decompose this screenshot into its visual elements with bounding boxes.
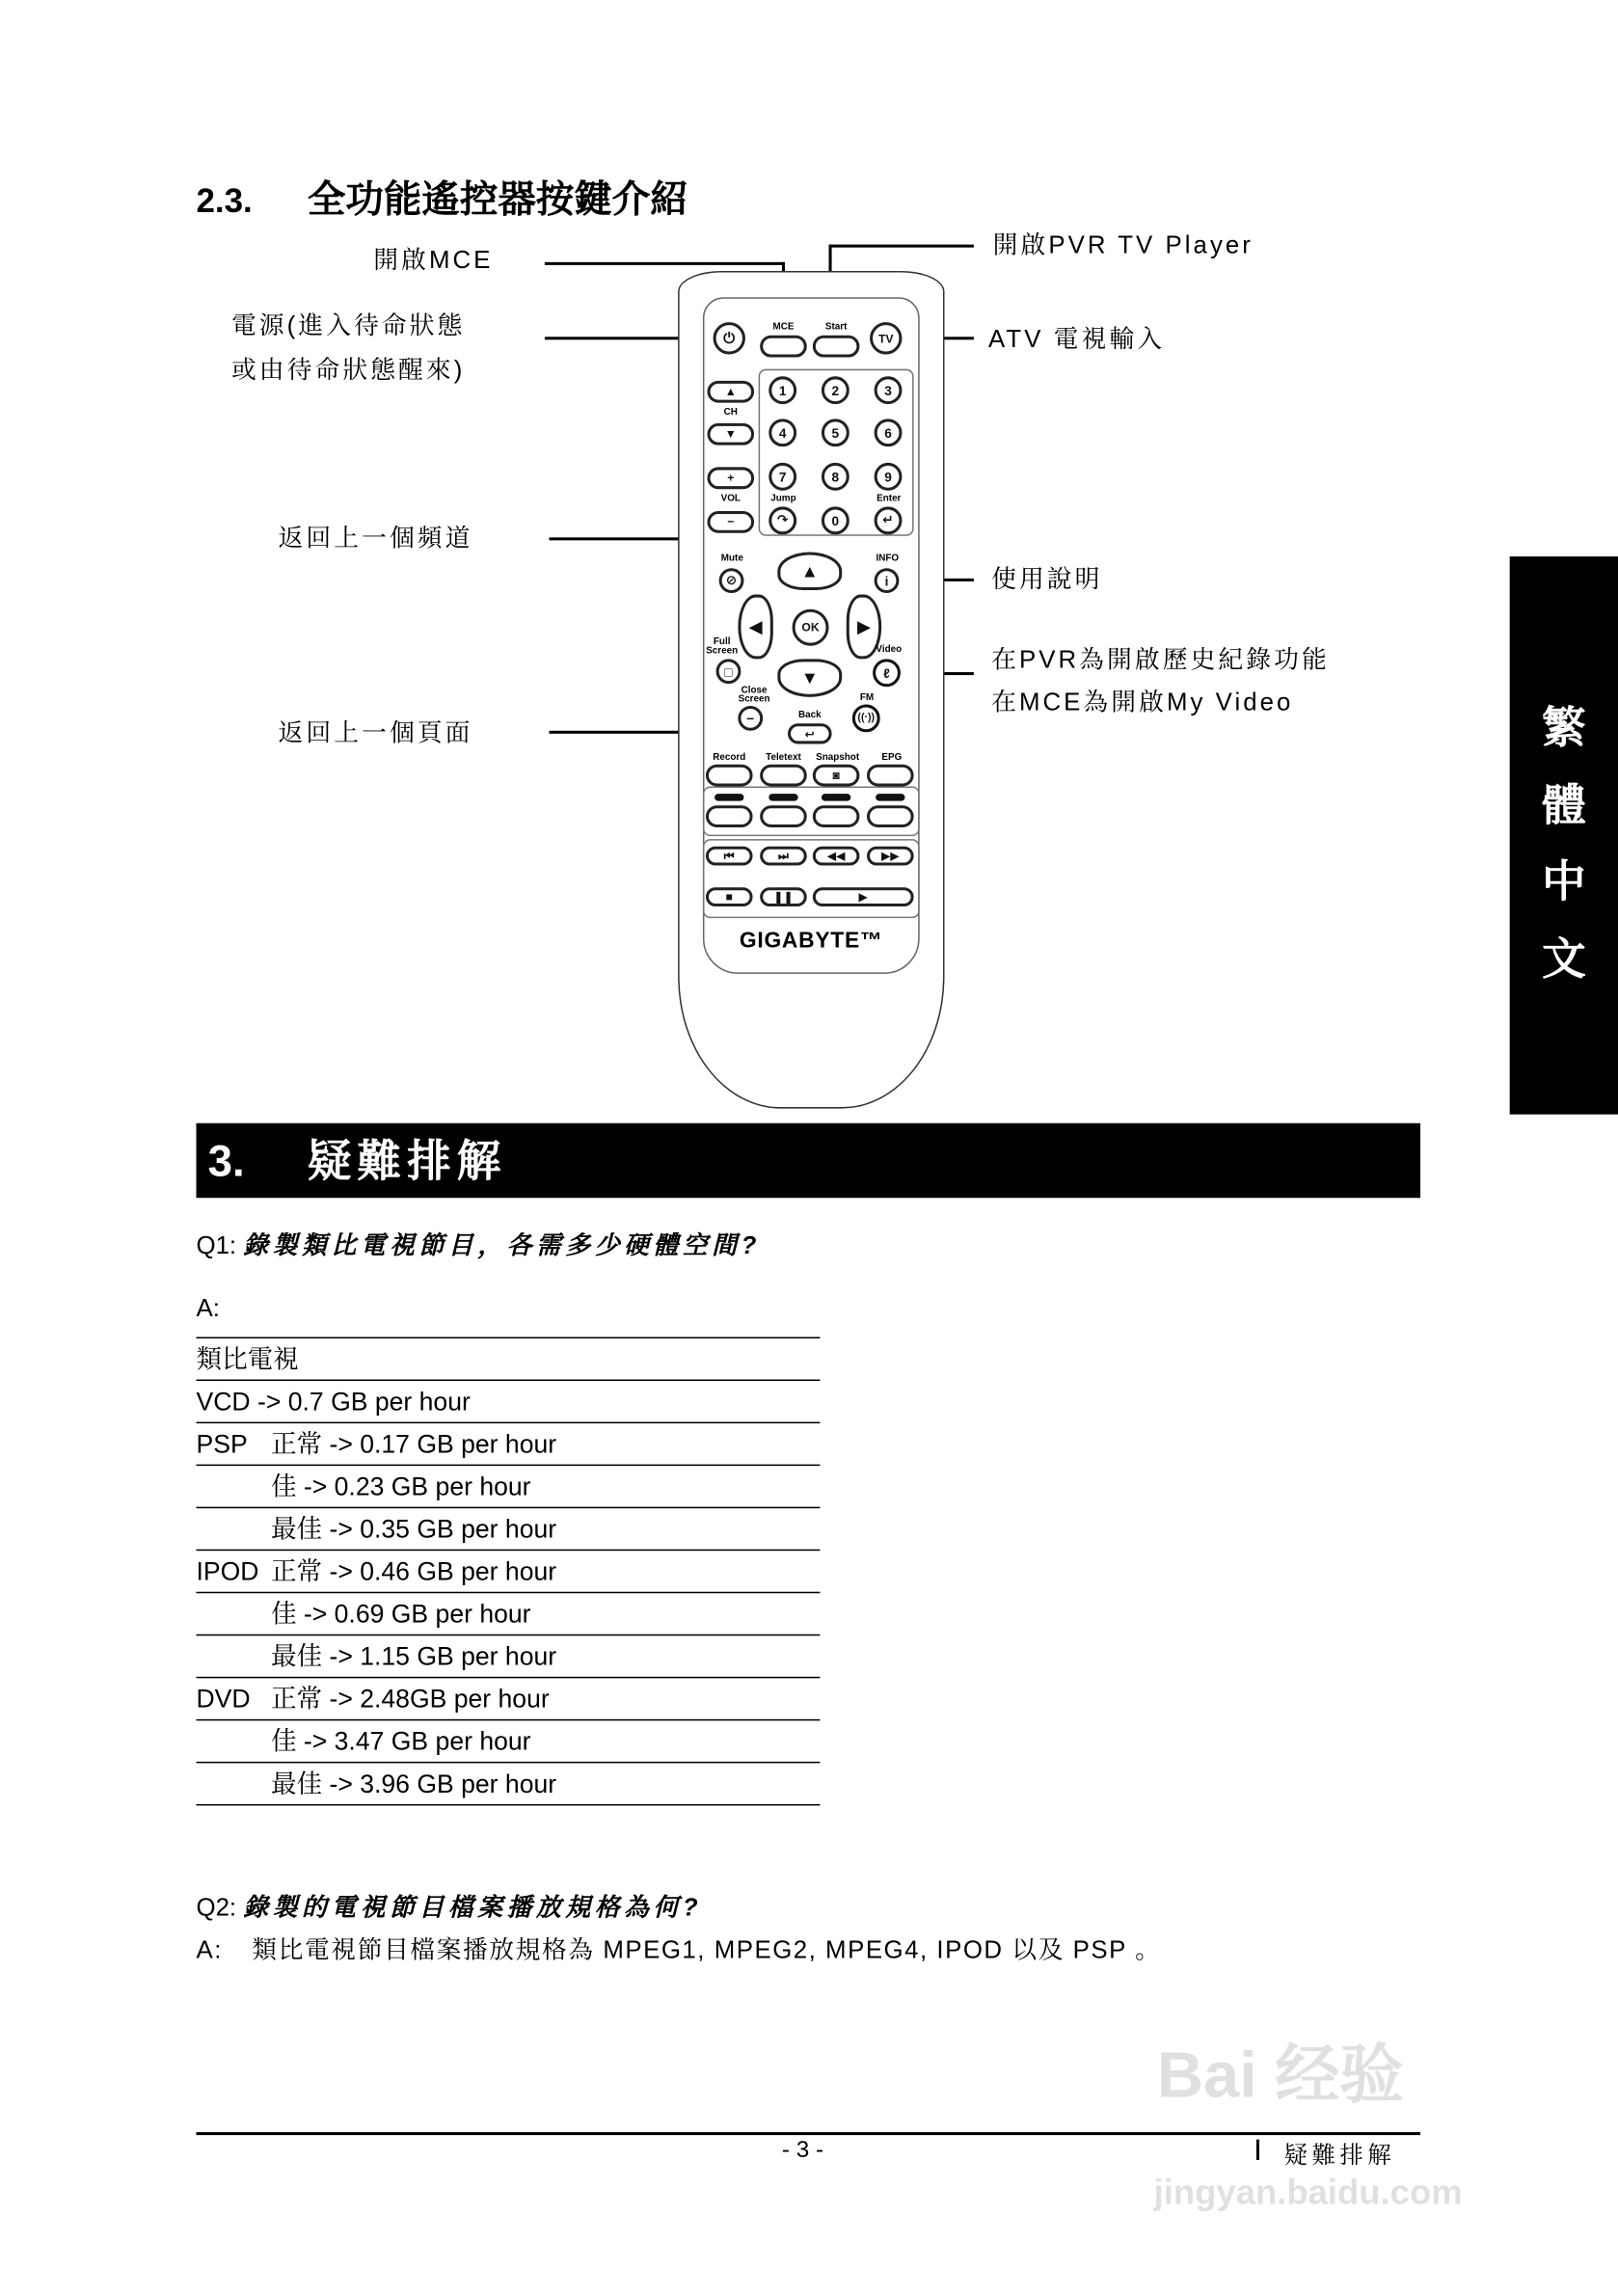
- leader-line: [829, 245, 974, 248]
- question-1: Q1: 錄製類比電視節目，各需多少硬體空間?: [196, 1231, 761, 1259]
- power-button: [714, 322, 745, 354]
- color-button-1: [706, 805, 753, 827]
- vol-down-button: −: [707, 511, 754, 533]
- digit-6-button: 6: [875, 419, 903, 446]
- power-icon: ⏻: [723, 330, 736, 347]
- row-value: 佳 -> 3.47 GB per hour: [270, 1726, 531, 1756]
- mute-button: [719, 568, 744, 593]
- sidetab-char: 體: [1542, 781, 1586, 831]
- sidetab-char: 中: [1542, 857, 1586, 907]
- back-button: [788, 723, 832, 743]
- nav-up-button: ▲: [777, 553, 842, 590]
- annotation-atv: ATV 電視輸入: [988, 325, 1166, 353]
- nav-left-button: ◀: [738, 595, 772, 660]
- table-row: [196, 1763, 820, 1805]
- full-screen-label: Full Screen: [706, 636, 739, 657]
- question-2: Q2: 錄製的電視節目檔案播放規格為何?: [196, 1893, 703, 1922]
- table-row: [196, 1551, 820, 1593]
- enter-icon: ↵: [882, 512, 894, 527]
- answer-1-label: A:: [196, 1294, 220, 1323]
- back-arrow-icon: ↩: [804, 726, 815, 741]
- nav-right-button: ▶: [847, 595, 881, 660]
- start-label: Start: [824, 322, 848, 333]
- annotation-video-1: 在PVR為開啟歷史紀錄功能: [991, 645, 1330, 674]
- jump-arrow-icon: ↷: [776, 512, 789, 527]
- row-value: 佳 -> 0.69 GB per hour: [270, 1599, 531, 1629]
- tv-button: TV: [870, 322, 902, 354]
- digit-0-button: 0: [822, 506, 849, 534]
- blue-indicator: [876, 794, 904, 801]
- annotation-power-1: 電源(進入待命狀態: [230, 311, 466, 340]
- start-button: [813, 336, 860, 358]
- epg-label: EPG: [881, 752, 903, 764]
- footer-divider: [1256, 2140, 1259, 2160]
- row-category: 類比電視: [196, 1344, 299, 1374]
- table-row: [196, 1423, 820, 1466]
- ch-up-button: ▲: [707, 381, 754, 403]
- teletext-label: Teletext: [766, 752, 801, 764]
- sidetab-char: 繁: [1542, 704, 1586, 753]
- language-side-tab: [1510, 556, 1618, 1115]
- footer-section: 疑難排解: [1283, 2144, 1396, 2170]
- vol-label: VOL: [720, 493, 741, 504]
- answer-2: A: 類比電視節目檔案播放規格為 MPEG1, MPEG2, MPEG4, IPOD 以及 PSP 。: [196, 1935, 1162, 1964]
- annotation-open-pvr: 開啟PVR TV Player: [992, 230, 1254, 259]
- table-row: [196, 1466, 820, 1508]
- full-screen-button: □: [716, 659, 742, 684]
- info-button: [875, 568, 900, 593]
- table-row: [196, 1381, 820, 1423]
- close-screen-button: −: [738, 706, 763, 731]
- epg-button: [867, 765, 914, 787]
- pause-button: ❚❚: [760, 887, 807, 906]
- watermark-url: jingyan.baidu.com: [1153, 2173, 1463, 2213]
- footer-rule: [196, 2132, 1420, 2135]
- digit-4-button: 4: [769, 419, 796, 446]
- row-value: 正常 -> 0.17 GB per hour: [270, 1429, 557, 1459]
- page-number: - 3 -: [781, 2138, 824, 2163]
- sidetab-char: 文: [1542, 935, 1586, 985]
- row-value: 正常 -> 2.48GB per hour: [270, 1684, 550, 1714]
- stop-button: ■: [706, 887, 753, 906]
- digit-5-button: 5: [822, 419, 849, 446]
- record-label: Record: [713, 752, 746, 764]
- teletext-button: [760, 765, 807, 787]
- jump-label: Jump: [770, 493, 796, 504]
- digit-9-button: 9: [875, 463, 903, 491]
- row-value: 最佳 -> 1.15 GB per hour: [270, 1641, 557, 1671]
- close-screen-label: Close Screen: [738, 685, 770, 705]
- info-icon: i: [884, 573, 889, 588]
- digit-3-button: 3: [875, 376, 903, 404]
- table-row: [196, 1593, 820, 1635]
- row-category: VCD -> 0.7 GB per hour: [196, 1387, 471, 1417]
- storage-table: [196, 1337, 820, 1805]
- back-label: Back: [797, 710, 822, 721]
- digit-1-button: 1: [769, 376, 796, 404]
- annotation-power-2: 或由待命狀態醒來): [230, 356, 466, 384]
- green-indicator: [769, 794, 797, 801]
- camera-icon: ◙: [832, 769, 840, 782]
- play-button: ▶: [813, 887, 914, 906]
- color-button-3: [813, 805, 860, 827]
- ch-down-button: ▼: [707, 423, 754, 446]
- info-label: INFO: [876, 554, 900, 564]
- mute-label: Mute: [720, 554, 743, 564]
- annotation-open-mce: 開啟MCE: [373, 246, 494, 274]
- digit-2-button: 2: [822, 376, 849, 404]
- ok-button: OK: [793, 609, 829, 646]
- mce-button: [760, 336, 807, 358]
- mce-label: MCE: [772, 322, 795, 333]
- fm-button: [852, 704, 880, 732]
- digit-7-button: 7: [769, 463, 796, 491]
- snapshot-button: [813, 765, 860, 787]
- table-row: [196, 1508, 820, 1551]
- watermark-logo: Bai 经验: [1156, 2039, 1404, 2112]
- row-category: PSP: [196, 1429, 248, 1459]
- mute-icon: ⊘: [725, 572, 738, 587]
- table-row: [196, 1720, 820, 1763]
- row-value: 最佳 -> 0.35 GB per hour: [270, 1514, 557, 1544]
- video-icon: ℓ: [883, 665, 890, 681]
- vol-up-button: +: [707, 467, 754, 489]
- annotation-info: 使用說明: [991, 565, 1103, 594]
- table-row: [196, 1678, 820, 1720]
- annotation-prev-page: 返回上一個頁面: [278, 718, 473, 747]
- row-category: DVD: [196, 1684, 251, 1714]
- color-button-4: [867, 805, 914, 827]
- color-button-2: [760, 805, 807, 827]
- row-category: IPOD: [196, 1556, 259, 1586]
- snapshot-label: Snapshot: [816, 752, 860, 764]
- jump-button: [769, 506, 796, 534]
- video-label: Video: [876, 644, 903, 655]
- digit-8-button: 8: [822, 463, 849, 491]
- row-value: 佳 -> 0.23 GB per hour: [270, 1472, 531, 1501]
- table-row: [196, 1338, 820, 1381]
- leader-line: [545, 262, 785, 265]
- enter-button: [875, 506, 903, 534]
- record-button: [706, 765, 753, 787]
- fm-label: FM: [859, 692, 875, 703]
- prev-track-button: ⏮: [706, 847, 753, 866]
- enter-label: Enter: [876, 493, 902, 504]
- rewind-button: ◀◀: [813, 847, 860, 866]
- yellow-indicator: [822, 794, 850, 801]
- gigabyte-logo: GIGABYTE™: [739, 928, 883, 954]
- next-track-button: ⏭: [760, 847, 807, 866]
- annotation-video-2: 在MCE為開啟My Video: [991, 688, 1294, 716]
- video-button: [873, 659, 901, 687]
- annotation-prev-channel: 返回上一個頻道: [278, 524, 473, 553]
- section-3-heading: 3. 疑難排解: [196, 1123, 1420, 1198]
- antenna-icon: ((·)): [857, 713, 876, 724]
- fast-forward-button: ▶▶: [867, 847, 914, 866]
- row-value: 正常 -> 0.46 GB per hour: [270, 1556, 557, 1586]
- table-row: [196, 1635, 820, 1678]
- row-value: 最佳 -> 3.96 GB per hour: [270, 1769, 557, 1798]
- red-indicator: [715, 794, 743, 801]
- ch-label: CH: [723, 407, 738, 418]
- section-2-3-heading: 2.3. 全功能遙控器按鍵介紹: [196, 176, 688, 222]
- nav-down-button: ▼: [777, 659, 842, 696]
